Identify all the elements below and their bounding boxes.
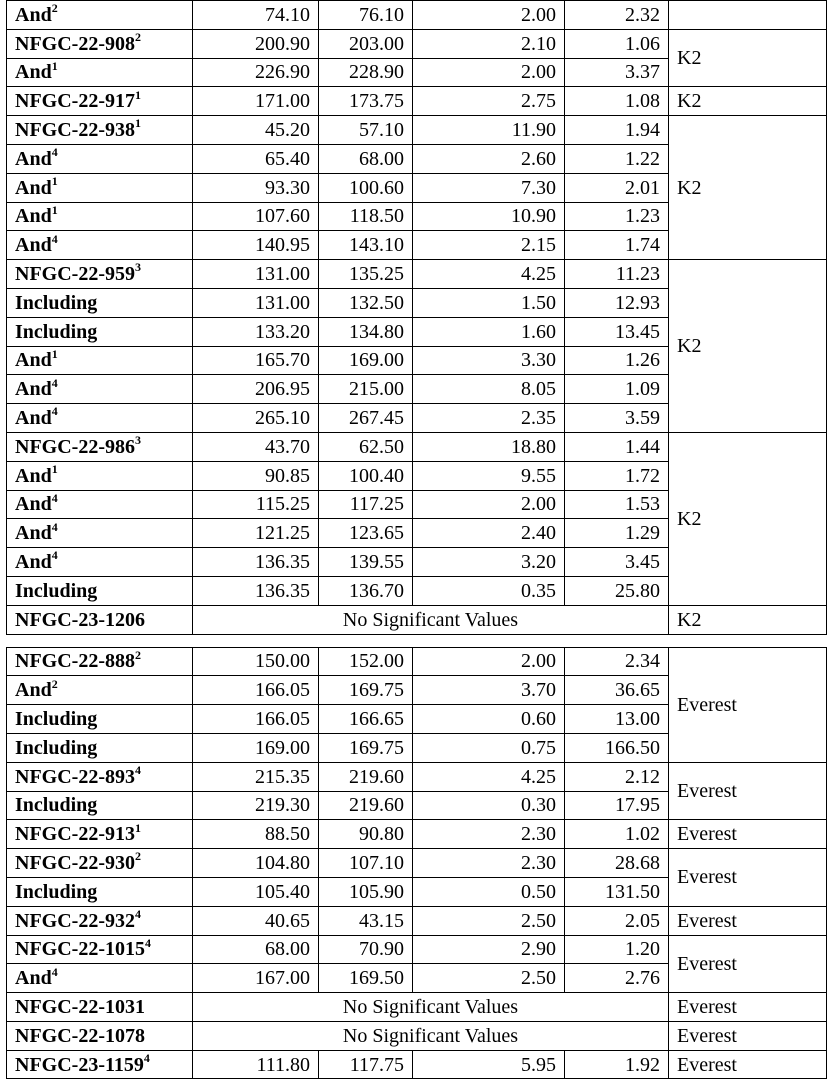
grade-cell: 1.23	[565, 202, 669, 231]
from-cell: 74.10	[193, 1, 319, 30]
hole-id: Including	[15, 736, 98, 759]
width-cell: 10.90	[413, 202, 565, 231]
to-cell: 228.90	[319, 58, 413, 87]
hole-id-cell	[7, 676, 193, 705]
hole-id: Including	[15, 708, 98, 731]
hole-id-cell	[7, 173, 193, 202]
to-cell: 143.10	[319, 231, 413, 260]
grade-cell: 2.05	[565, 906, 669, 935]
from-cell: 88.50	[193, 820, 319, 849]
results-table-wrap	[6, 0, 827, 1079]
hole-id-cell	[7, 375, 193, 404]
from-cell: 136.35	[193, 548, 319, 577]
from-cell: 104.80	[193, 849, 319, 878]
to-cell: 100.40	[319, 461, 413, 490]
to-cell: 203.00	[319, 29, 413, 58]
from-cell: 166.05	[193, 676, 319, 705]
zone-cell: Everest	[669, 993, 827, 1022]
table-row	[7, 432, 827, 461]
grade-cell: 2.12	[565, 762, 669, 791]
hole-id: And	[15, 551, 52, 574]
grade-cell: 1.53	[565, 490, 669, 519]
from-cell: 166.05	[193, 705, 319, 734]
table-row	[7, 762, 827, 791]
footnote-marker: 1	[134, 116, 141, 131]
grade-cell: 1.08	[565, 87, 669, 116]
from-cell: 111.80	[193, 1050, 319, 1079]
footnote-marker: 4	[51, 490, 58, 505]
footnote-marker: 4	[134, 762, 141, 777]
zone-cell: Everest	[669, 820, 827, 849]
width-cell: 3.20	[413, 548, 565, 577]
grade-cell: 3.45	[565, 548, 669, 577]
no-significant-values-cell: No Significant Values	[193, 1021, 669, 1050]
width-cell: 0.75	[413, 733, 565, 762]
width-cell: 1.60	[413, 317, 565, 346]
from-cell: 121.25	[193, 519, 319, 548]
grade-cell: 11.23	[565, 260, 669, 289]
table-row	[7, 906, 827, 935]
footnote-marker: 4	[51, 145, 58, 160]
hole-id: And	[15, 522, 52, 545]
hole-id-cell	[7, 519, 193, 548]
hole-id-cell	[7, 605, 193, 634]
hole-id-cell	[7, 29, 193, 58]
grade-cell: 36.65	[565, 676, 669, 705]
from-cell: 131.00	[193, 260, 319, 289]
grade-cell: 166.50	[565, 733, 669, 762]
hole-id: And	[15, 61, 52, 84]
width-cell: 9.55	[413, 461, 565, 490]
grade-cell: 13.00	[565, 705, 669, 734]
to-cell: 169.00	[319, 346, 413, 375]
width-cell: 11.90	[413, 116, 565, 145]
hole-id-cell	[7, 144, 193, 173]
from-cell: 45.20	[193, 116, 319, 145]
width-cell: 2.10	[413, 29, 565, 58]
to-cell: 169.50	[319, 964, 413, 993]
zone-cell: K2	[669, 116, 827, 260]
hole-id-cell	[7, 1, 193, 30]
grade-cell: 28.68	[565, 849, 669, 878]
hole-id-cell	[7, 490, 193, 519]
to-cell: 57.10	[319, 116, 413, 145]
hole-id-cell	[7, 762, 193, 791]
footnote-marker: 4	[51, 404, 58, 419]
to-cell: 152.00	[319, 647, 413, 676]
to-cell: 166.65	[319, 705, 413, 734]
footnote-marker: 4	[143, 1050, 150, 1065]
from-cell: 65.40	[193, 144, 319, 173]
hole-id-cell	[7, 935, 193, 964]
table-row	[7, 87, 827, 116]
to-cell: 169.75	[319, 733, 413, 762]
to-cell: 70.90	[319, 935, 413, 964]
to-cell: 136.70	[319, 576, 413, 605]
grade-cell: 2.01	[565, 173, 669, 202]
footnote-marker: 1	[51, 174, 58, 189]
to-cell: 68.00	[319, 144, 413, 173]
hole-id-cell	[7, 791, 193, 820]
zone-cell: Everest	[669, 647, 827, 762]
hole-id-cell	[7, 820, 193, 849]
hole-id-cell	[7, 849, 193, 878]
grade-cell: 13.45	[565, 317, 669, 346]
from-cell: 107.60	[193, 202, 319, 231]
footnote-marker: 1	[51, 346, 58, 361]
width-cell: 2.00	[413, 1, 565, 30]
zone-cell: Everest	[669, 1050, 827, 1079]
hole-id: And	[15, 493, 52, 516]
no-significant-values-cell: No Significant Values	[193, 993, 669, 1022]
grade-cell: 2.34	[565, 647, 669, 676]
from-cell: 150.00	[193, 647, 319, 676]
from-cell: 43.70	[193, 432, 319, 461]
hole-id: And	[15, 378, 52, 401]
to-cell: 139.55	[319, 548, 413, 577]
width-cell: 1.50	[413, 288, 565, 317]
zone-cell: Everest	[669, 906, 827, 935]
hole-id: And	[15, 3, 52, 26]
hole-id: And	[15, 205, 52, 228]
to-cell: 43.15	[319, 906, 413, 935]
width-cell: 2.35	[413, 404, 565, 433]
to-cell: 215.00	[319, 375, 413, 404]
hole-id: NFGC-23-1159	[15, 1053, 144, 1076]
hole-id: NFGC-22-1078	[15, 1024, 145, 1047]
table-row	[7, 29, 827, 58]
to-cell: 219.60	[319, 791, 413, 820]
hole-id: NFGC-22-938	[15, 119, 135, 142]
to-cell: 117.25	[319, 490, 413, 519]
to-cell: 169.75	[319, 676, 413, 705]
hole-id-cell	[7, 317, 193, 346]
grade-cell: 3.59	[565, 404, 669, 433]
grade-cell: 1.44	[565, 432, 669, 461]
grade-cell: 1.06	[565, 29, 669, 58]
width-cell: 4.25	[413, 260, 565, 289]
to-cell: 173.75	[319, 87, 413, 116]
hole-id-cell	[7, 1021, 193, 1050]
width-cell: 3.70	[413, 676, 565, 705]
hole-id-cell	[7, 877, 193, 906]
from-cell: 200.90	[193, 29, 319, 58]
width-cell: 2.40	[413, 519, 565, 548]
hole-id: And	[15, 967, 52, 990]
hole-id: NFGC-22-917	[15, 90, 135, 113]
table-row	[7, 605, 827, 634]
width-cell: 2.50	[413, 906, 565, 935]
from-cell: 169.00	[193, 733, 319, 762]
zone-cell: Everest	[669, 849, 827, 907]
footnote-marker: 2	[51, 676, 58, 691]
from-cell: 133.20	[193, 317, 319, 346]
hole-id-cell	[7, 1050, 193, 1079]
from-cell: 105.40	[193, 877, 319, 906]
hole-id-cell	[7, 231, 193, 260]
to-cell: 135.25	[319, 260, 413, 289]
table-row	[7, 116, 827, 145]
footnote-marker: 2	[134, 647, 141, 662]
footnote-marker: 4	[134, 906, 141, 921]
grade-cell: 1.29	[565, 519, 669, 548]
hole-id-cell	[7, 260, 193, 289]
to-cell: 267.45	[319, 404, 413, 433]
hole-id-cell	[7, 993, 193, 1022]
hole-id: Including	[15, 880, 98, 903]
hole-id: NFGC-22-932	[15, 909, 135, 932]
footnote-marker: 4	[51, 519, 58, 534]
hole-id-cell	[7, 87, 193, 116]
from-cell: 68.00	[193, 935, 319, 964]
from-cell: 171.00	[193, 87, 319, 116]
to-cell: 219.60	[319, 762, 413, 791]
from-cell: 226.90	[193, 58, 319, 87]
table-row	[7, 647, 827, 676]
from-cell: 215.35	[193, 762, 319, 791]
hole-id: And	[15, 176, 52, 199]
width-cell: 2.15	[413, 231, 565, 260]
width-cell: 2.30	[413, 820, 565, 849]
zone-cell: K2	[669, 432, 827, 605]
from-cell: 265.10	[193, 404, 319, 433]
hole-id: Including	[15, 291, 98, 314]
hole-id: Including	[15, 794, 98, 817]
to-cell: 107.10	[319, 849, 413, 878]
footnote-marker: 3	[134, 433, 141, 448]
zone-cell: Everest	[669, 1021, 827, 1050]
width-cell: 0.35	[413, 576, 565, 605]
to-cell: 134.80	[319, 317, 413, 346]
grade-cell: 2.32	[565, 1, 669, 30]
hole-id-cell	[7, 432, 193, 461]
width-cell: 2.75	[413, 87, 565, 116]
hole-id: NFGC-22-908	[15, 32, 135, 55]
hole-id-cell	[7, 58, 193, 87]
hole-id: And	[15, 349, 52, 372]
from-cell: 115.25	[193, 490, 319, 519]
hole-id: NFGC-22-1031	[15, 995, 145, 1018]
from-cell: 206.95	[193, 375, 319, 404]
from-cell: 136.35	[193, 576, 319, 605]
width-cell: 5.95	[413, 1050, 565, 1079]
from-cell: 140.95	[193, 231, 319, 260]
footnote-marker: 2	[134, 30, 141, 45]
grade-cell: 1.20	[565, 935, 669, 964]
table-row	[7, 1, 827, 30]
grade-cell: 1.02	[565, 820, 669, 849]
zone-cell: K2	[669, 87, 827, 116]
to-cell: 62.50	[319, 432, 413, 461]
hole-id-cell	[7, 202, 193, 231]
to-cell: 117.75	[319, 1050, 413, 1079]
width-cell: 2.90	[413, 935, 565, 964]
from-cell: 219.30	[193, 791, 319, 820]
footnote-marker: 2	[134, 849, 141, 864]
footnote-marker: 4	[51, 375, 58, 390]
footnote-marker: 2	[51, 1, 58, 16]
footnote-marker: 4	[144, 935, 151, 950]
zone-cell: Everest	[669, 762, 827, 820]
footnote-marker: 4	[51, 548, 58, 563]
footnote-marker: 4	[51, 231, 58, 246]
width-cell: 2.50	[413, 964, 565, 993]
table-row	[7, 1050, 827, 1079]
zone-cell: K2	[669, 29, 827, 87]
hole-id: Including	[15, 579, 98, 602]
to-cell: 100.60	[319, 173, 413, 202]
hole-id: NFGC-22-930	[15, 852, 135, 874]
to-cell: 123.65	[319, 519, 413, 548]
width-cell: 2.00	[413, 647, 565, 676]
table-row	[7, 935, 827, 964]
grade-cell: 12.93	[565, 288, 669, 317]
table-row	[7, 260, 827, 289]
hole-id: NFGC-22-1015	[15, 938, 145, 961]
from-cell: 165.70	[193, 346, 319, 375]
footnote-marker: 1	[51, 202, 58, 217]
grade-cell: 1.74	[565, 231, 669, 260]
width-cell: 7.30	[413, 173, 565, 202]
hole-id-cell	[7, 964, 193, 993]
no-significant-values-cell: No Significant Values	[193, 605, 669, 634]
from-cell: 40.65	[193, 906, 319, 935]
footnote-marker: 1	[51, 461, 58, 476]
zone-cell: Everest	[669, 935, 827, 993]
zone-cell: K2	[669, 605, 827, 634]
width-cell: 0.50	[413, 877, 565, 906]
width-cell: 2.60	[413, 144, 565, 173]
hole-id-cell	[7, 705, 193, 734]
grade-cell: 1.92	[565, 1050, 669, 1079]
hole-id: NFGC-22-959	[15, 263, 135, 286]
grade-cell: 1.72	[565, 461, 669, 490]
grade-cell: 1.94	[565, 116, 669, 145]
hole-id: And	[15, 407, 52, 430]
hole-id: NFGC-22-913	[15, 823, 135, 846]
footnote-marker: 4	[51, 964, 58, 979]
hole-id: And	[15, 234, 52, 257]
hole-id-cell	[7, 548, 193, 577]
table-body	[7, 1, 827, 1079]
grade-cell: 1.22	[565, 144, 669, 173]
table-row	[7, 993, 827, 1022]
hole-id: NFGC-22-893	[15, 765, 135, 788]
hole-id-cell	[7, 346, 193, 375]
hole-id: NFGC-22-888	[15, 650, 135, 673]
from-cell: 90.85	[193, 461, 319, 490]
footnote-marker: 1	[51, 58, 58, 73]
grade-cell: 25.80	[565, 576, 669, 605]
grade-cell: 1.09	[565, 375, 669, 404]
width-cell: 4.25	[413, 762, 565, 791]
width-cell: 0.30	[413, 791, 565, 820]
width-cell: 2.30	[413, 849, 565, 878]
width-cell: 2.00	[413, 58, 565, 87]
grade-cell: 1.26	[565, 346, 669, 375]
table-row	[7, 820, 827, 849]
width-cell: 2.00	[413, 490, 565, 519]
footnote-marker: 1	[134, 87, 141, 102]
hole-id-cell	[7, 116, 193, 145]
zone-cell: K2	[669, 260, 827, 433]
footnote-marker: 3	[134, 260, 141, 275]
grade-cell: 17.95	[565, 791, 669, 820]
to-cell: 90.80	[319, 820, 413, 849]
to-cell: 118.50	[319, 202, 413, 231]
grade-cell: 131.50	[565, 877, 669, 906]
hole-id: Including	[15, 320, 98, 343]
width-cell: 0.60	[413, 705, 565, 734]
from-cell: 93.30	[193, 173, 319, 202]
hole-id: And	[15, 679, 52, 702]
to-cell: 132.50	[319, 288, 413, 317]
drill-results-table	[6, 0, 827, 1079]
table-row	[7, 849, 827, 878]
hole-id: NFGC-23-1206	[15, 608, 145, 631]
hole-id-cell	[7, 461, 193, 490]
grade-cell: 2.76	[565, 964, 669, 993]
to-cell: 76.10	[319, 1, 413, 30]
from-cell: 167.00	[193, 964, 319, 993]
table-row	[7, 1021, 827, 1050]
hole-id: And	[15, 464, 52, 487]
width-cell: 3.30	[413, 346, 565, 375]
grade-cell: 3.37	[565, 58, 669, 87]
spacer-cell	[7, 634, 827, 647]
spacer-row	[7, 634, 827, 647]
hole-id-cell	[7, 404, 193, 433]
hole-id-cell	[7, 288, 193, 317]
footnote-marker: 1	[134, 820, 141, 835]
to-cell: 105.90	[319, 877, 413, 906]
hole-id: And	[15, 147, 52, 170]
width-cell: 8.05	[413, 375, 565, 404]
hole-id-cell	[7, 906, 193, 935]
hole-id: NFGC-22-986	[15, 435, 135, 458]
from-cell: 131.00	[193, 288, 319, 317]
hole-id-cell	[7, 647, 193, 676]
zone-cell-empty	[669, 1, 827, 30]
width-cell: 18.80	[413, 432, 565, 461]
hole-id-cell	[7, 576, 193, 605]
hole-id-cell	[7, 733, 193, 762]
